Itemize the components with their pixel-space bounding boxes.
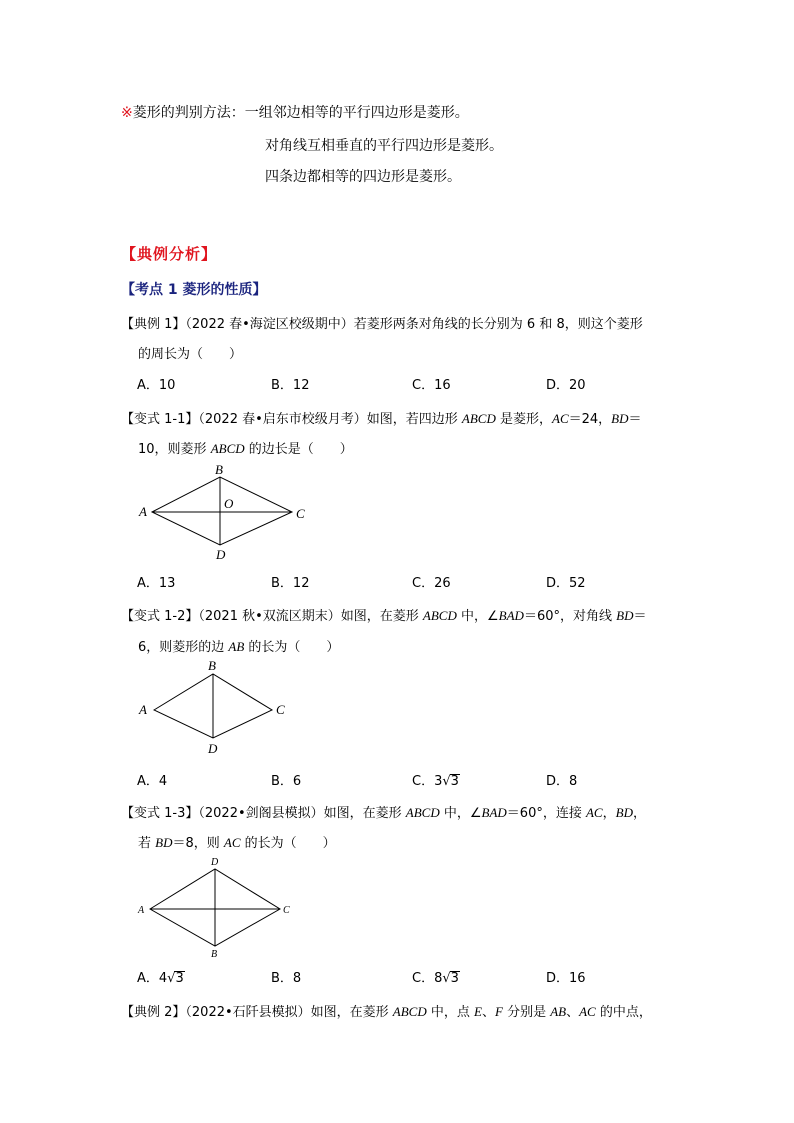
v13-option-a[interactable]: A．4√3 xyxy=(137,971,184,986)
q1-line-2: 的周长为（ ） xyxy=(138,347,243,362)
v11-label-c: C xyxy=(296,506,305,521)
v12-line-2: 6，则菱形的边 AB 的长为（ ） xyxy=(138,639,340,655)
v11-tag: 【变式 1-1】 xyxy=(121,412,199,427)
v12-option-d[interactable]: D．8 xyxy=(546,774,578,789)
q1-option-d[interactable]: D．20 xyxy=(546,378,586,393)
v11-option-b[interactable]: B．12 xyxy=(271,576,310,591)
sqrt-icon: √ xyxy=(442,774,451,789)
q2-tag: 【典例 2】 xyxy=(121,1005,186,1020)
v12-line-1: 【变式 1-2】（2021 秋•双流区期末）如图，在菱形 ABCD 中，∠BAD＝60°，对角线 BD＝ xyxy=(121,608,647,624)
v13-rhombus-figure xyxy=(130,852,310,962)
v11-line-2: 10，则菱形 ABCD 的边长是（ ） xyxy=(138,441,353,457)
judgment-line-2: 对角线互相垂直的平行四边形是菱形。 xyxy=(265,138,503,154)
v13-label-b: B xyxy=(211,949,218,960)
v12-label-b: B xyxy=(208,658,216,673)
v13-line-2: 若 BD＝8，则 AC 的长为（ ） xyxy=(138,835,336,851)
v13-label-c: C xyxy=(283,905,290,916)
v11-rhombus xyxy=(152,477,292,545)
v11-label-o: O xyxy=(224,496,234,511)
q1-line-1: 【典例 1】（2022 春•海淀区校级期中）若菱形两条对角线的长分别为 6 和 8，则这个菱形 xyxy=(121,317,643,332)
judgment-line-3: 四条边都相等的四边形是菱形。 xyxy=(265,169,461,185)
v11-label-d: D xyxy=(216,547,226,562)
v11-label-a: A xyxy=(139,504,147,519)
section-title: 【典例分析】 xyxy=(121,245,218,263)
v13-option-c[interactable]: C．8√3 xyxy=(412,971,459,986)
v12-label-a: A xyxy=(139,702,147,717)
v12-rhombus-figure xyxy=(130,655,300,763)
v12-label-c: C xyxy=(276,702,285,717)
v13-line-1: 【变式 1-3】（2022•剑阁县模拟）如图，在菱形 ABCD 中，∠BAD＝60°，连接 AC，BD， xyxy=(121,805,646,821)
v11-label-b: B xyxy=(215,462,223,477)
v11-line-1: 【变式 1-1】（2022 春•启东市校级月考）如图，若四边形 ABCD 是菱形，AC＝24，BD＝ xyxy=(121,411,642,427)
q1-option-b[interactable]: B．12 xyxy=(271,378,310,393)
v12-label-d: D xyxy=(208,741,218,756)
kaodian-1-title: 【考点 1 菱形的性质】 xyxy=(121,282,267,298)
sqrt-icon: √ xyxy=(167,971,176,986)
q2-line-1: 【典例 2】（2022•石阡县模拟）如图，在菱形 ABCD 中，点 E、F 分别是 AB、AC 的中点， xyxy=(121,1004,652,1020)
sqrt-icon: √ xyxy=(442,971,451,986)
v13-tag: 【变式 1-3】 xyxy=(121,806,199,821)
v13-label-a: A xyxy=(138,905,145,916)
v11-option-d[interactable]: D．52 xyxy=(546,576,586,591)
v11-option-c[interactable]: C．26 xyxy=(412,576,451,591)
v12-tag: 【变式 1-2】 xyxy=(121,609,199,624)
q1-option-c[interactable]: C．16 xyxy=(412,378,451,393)
v11-rhombus-figure xyxy=(130,460,320,565)
reference-mark: ※ xyxy=(121,105,133,121)
v13-option-b[interactable]: B．8 xyxy=(271,971,302,986)
v13-label-d: D xyxy=(211,857,219,868)
q1-tag: 【典例 1】 xyxy=(121,317,186,332)
v13-option-d[interactable]: D．16 xyxy=(546,971,586,986)
judgment-line-1: ※菱形的判别方法：一组邻边相等的平行四边形是菱形。 xyxy=(121,105,469,121)
v12-option-b[interactable]: B．6 xyxy=(271,774,302,789)
q1-option-a[interactable]: A．10 xyxy=(137,378,176,393)
v11-option-a[interactable]: A．13 xyxy=(137,576,176,591)
v12-option-a[interactable]: A．4 xyxy=(137,774,168,789)
v12-option-c[interactable]: C．3√3 xyxy=(412,774,459,789)
